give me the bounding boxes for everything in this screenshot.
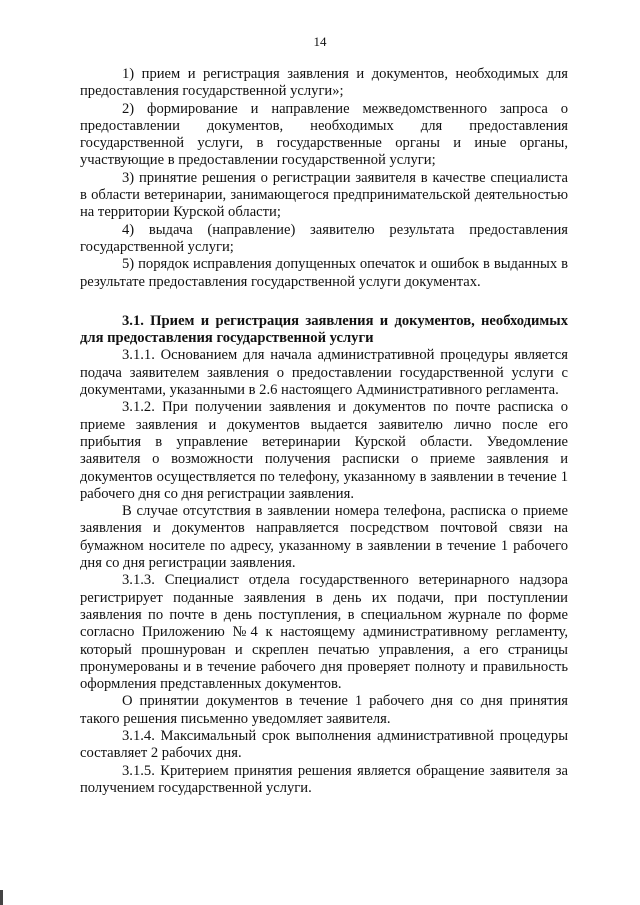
paragraph-3-1-5: 3.1.5. Критерием принятия решения является обращение заявителя за получением государственной услуги. [80, 762, 568, 796]
list-item-5: 5) порядок исправления допущенных опечаток и ошибок в выданных в результате предоставления государственной услуги документах. [80, 256, 568, 290]
paragraph-no-phone: В случае отсутствия в заявлении номера телефона, расписка о приеме заявления и документов направляется посредством почтовой связи на бумажном носителе по адресу, указанному в заявлении в течение 1 рабочего дня со дня регистрации заявления. [80, 503, 568, 572]
paragraph-3-1-3: 3.1.3. Специалист отдела государственного ветеринарного надзора регистрирует поданные заявления в день их подачи, при поступлении заявления по почте в день поступления, в специальном журнале по форме согласно Приложению №4 к настоящему административному регламенту, который прошнурован и скреплен печатью управления, а его страницы пронумерованы и в течение рабочего дня проверяет полноту и правильность оформления представленных документов. [80, 572, 568, 693]
paragraph-3-1-4: 3.1.4. Максимальный срок выполнения административной процедуры составляет 2 рабочих дня. [80, 727, 568, 762]
list-item-1: 1) прием и регистрация заявления и документов, необходимых для предоставления государственной услуги»; [80, 66, 568, 100]
list-item-3: 3) принятие решения о регистрации заявителя в качестве специалиста в области ветеринарии, занимающегося предпринимательской деятельностью на территории Курской области; [80, 169, 568, 221]
document-body [80, 66, 568, 797]
list-item-4: 4) выдача (направление) заявителю результата предоставления государственной услуги; [80, 221, 568, 255]
section-heading: 3.1. Прием и регистрация заявления и документов, необходимых для предоставления государственной услуги [80, 312, 568, 347]
scan-edge-mark [0, 890, 3, 905]
list-item-2: 2) формирование и направление межведомственного запроса о предоставлении документов, необходимых для предоставления государственной услуги, в государственные органы и иные органы, участвующие в предоставлении государственной услуги; [80, 100, 568, 169]
paragraph-3-1-1: 3.1.1. Основанием для начала административной процедуры является подача заявителем заявления о предоставлении государственной услуги с документами, указанными в 2.6 настоящего Административного регламента. [80, 347, 568, 399]
page-number: 14 [313, 34, 327, 49]
paragraph-3-1-2: 3.1.2. При получении заявления и документов по почте расписка о приеме заявления и документов выдается заявителю лично после его прибытия в управление ветеринарии Курской области. Уведомление заявителя о возможности получения расписки о приеме заявления и документов осуществляется по телефону, указанному в заявлении в течение 1 рабочего дня со дня регистрации заявления. [80, 399, 568, 502]
paragraph-acceptance-notice: О принятии документов в течение 1 рабочего дня со дня принятия такого решения письменно уведомляет заявителя. [80, 693, 568, 727]
